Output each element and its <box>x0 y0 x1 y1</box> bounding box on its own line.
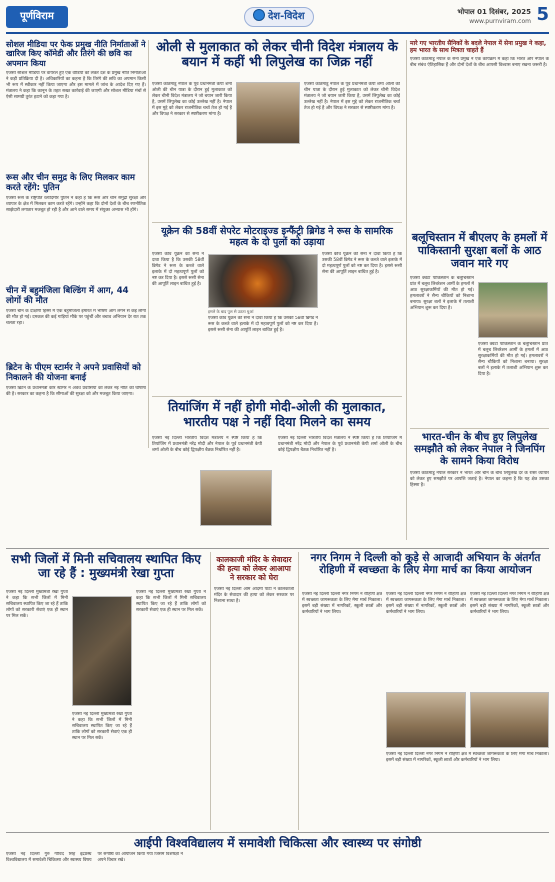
globe-icon <box>253 9 265 21</box>
ukraine-col-a <box>152 252 204 392</box>
bottom3-body: एजेंसी नई दिल्ली दिल्ली नगर निगम ने रोहिणी क्षेत्र में स्वच्छता जागरूकता के लिए मेगा मार्च निकाला। इसमें बड़ी संख्या में नागरिकों, स्कूली छात्रों और कर्मचारियों ने भाग लिया। <box>302 592 382 615</box>
section-divider <box>6 832 549 833</box>
left2-body: एजेंसी रूस के राष्ट्रपति व्लादिमीर पुतिन ने कहा है कि रूस और चीन समुद्री सुरक्षा और व्यापार के क्षेत्र में मिलकर काम करते रहेंगे। उन्होंने कहा कि दोनों देशों के बीच रणनीतिक साझेदारी लगातार मजबूत हो रही है और आने वाले समय में संयुक्त अभ्यास भी होंगे। <box>6 196 146 214</box>
kalkaji-story <box>214 556 294 799</box>
right2-body: एजेंसी काठमांडू नेपाल सरकार ने भारत और चीन के बीच लिपुलेख दर्रे के रास्ते व्यापार को लेकर हुए समझौते पर आपत्ति जताई है। नेपाल का कहना है कि यह क्षेत्र उसका हिस्सा है। <box>410 471 549 489</box>
balochistan-col-b <box>478 342 548 424</box>
explosion-photo <box>208 254 318 308</box>
section-label: देश-विदेश <box>268 11 305 22</box>
right-top-headline[interactable]: मारे गए भारतीय सैनिकों के बदले नेपाल में सेना प्रमुख ने कहा, हम भारत के साथ मित्रता चाहते हैं <box>410 40 547 55</box>
right1-body-cont: एजेंसी क्वेटा पाकिस्तान के बलूचिस्तान प्रांत में बलूच लिबरेशन आर्मी के हमलों में आठ सुरक्षाकर्मियों की मौत हो गई। हमलावरों ने सैन्य चौकियों को निशाना बनाया। सुरक्षा बलों ने इलाके में तलाशी अभियान शुरू कर दिया है। <box>478 342 548 377</box>
center2-body-cont: एजेंसी कीव यूक्रेन की सेना ने दावा किया है कि उसकी 58वीं ब्रिगेड ने रूस के कब्जे वाले इलाके में दो महत्वपूर्ण पुलों को नष्ट कर दिया है। इससे रूसी सेना की आपूर्ति लाइन बाधित हुई है। <box>208 316 318 333</box>
banner-body-columns <box>6 852 549 880</box>
center1-col-b <box>304 82 400 220</box>
bottom3-col-c <box>470 592 549 688</box>
left1-body: एजेंसी सोशल मीडिया पर वायरल हुए एक वीडियो को लेकर देश के प्रमुख नीति निर्माताओं ने कड़ी प्रतिक्रिया दी है। अधिकारियों का कहना है कि तिरंगे की छवि का अपमान किसी भी रूप में स्वीकार नहीं किया जाएगा और इस मामले में जांच के आदेश दिए गए हैं। मंत्रालय ने कहा कि कानून के तहत सख्त कार्रवाई की जाएगी और सोशल मीडिया मंचों से ऐसी सामग्री तुरंत हटाने को कहा गया है। <box>6 71 146 101</box>
rohini-story <box>302 552 549 577</box>
right-top-body: एजेंसी काठमांडू नेपाल के सेना प्रमुख ने एक कार्यक्रम में कहा कि भारत और नेपाल के बीच संबंध ऐतिहासिक हैं और दोनों देशों के बीच आपसी विश्वास बनाए रखना जरूरी है। <box>410 57 549 69</box>
section-divider <box>410 428 549 429</box>
tianjin-col-b <box>278 436 402 544</box>
bottom1-body-cont: एजेंसी नई दिल्ली मुख्यमंत्री रेखा गुप्ता ने कहा कि सभी जिलों में मिनी सचिवालय स्थापित किए जा रहे हैं ताकि लोगों को सरकारी सेवाएं एक ही स्थान पर मिल सकें। <box>72 712 132 741</box>
bottom1-body-more: एजेंसी नई दिल्ली मुख्यमंत्री रेखा गुप्ता ने कहा कि सभी जिलों में मिनी सचिवालय स्थापित किए जा रहे हैं ताकि लोगों को सरकारी सेवाएं एक ही स्थान पर मिल सकें। <box>136 590 206 613</box>
center2-body: एजेंसी कीव यूक्रेन की सेना ने दावा किया है कि उसकी 58वीं ब्रिगेड ने रूस के कब्जे वाले इलाके में दो महत्वपूर्ण पुलों को नष्ट कर दिया है। इससे रूसी सेना की आपूर्ति लाइन बाधित हुई है। <box>152 252 204 287</box>
masthead <box>6 4 549 34</box>
column-divider <box>148 40 149 448</box>
center3-headline[interactable]: तियांजिंग में नहीं होगी मोदी-ओली की मुलाकात, भारतीय पक्ष ने नहीं दिया मिलने का समय <box>168 399 386 429</box>
bottom1-col-b <box>72 712 132 828</box>
army-photo <box>478 282 548 338</box>
bottom3-col-b <box>386 592 466 688</box>
tianjin-story <box>152 400 402 430</box>
center1-body-cont: एजेंसी काठमांडू नेपाल के पूर्व प्रधानमंत्री केपी शर्मा ओली की चीन यात्रा के दौरान हुई मुलाकात को लेकर चीनी विदेश मंत्रालय ने जो बयान जारी किया है, उसमें लिपुलेख का कोई उल्लेख नहीं है। नेपाल में इस मुद्दे को लेकर राजनीतिक चर्चा तेज हो गई है और विपक्ष ने सरकार से स्पष्टीकरण मांगा है। <box>304 82 400 111</box>
right-top-story <box>410 40 549 207</box>
page-number: 5 <box>536 4 549 25</box>
column-divider <box>406 40 407 540</box>
brand-logo: पूर्णविराम <box>6 6 68 28</box>
bottom3-body-more: एजेंसी नई दिल्ली दिल्ली नगर निगम ने रोहिणी क्षेत्र में स्वच्छता जागरूकता के लिए मेगा मार्च निकाला। इसमें बड़ी संख्या में नागरिकों, स्कूली छात्रों और कर्मचारियों ने भाग लिया। <box>470 592 549 615</box>
section-tag <box>244 7 314 27</box>
bottom1-headline[interactable]: सभी जिलों में मिनी सचिवालय स्थापित किए जा रहे हैं : मुख्यमंत्री रेखा गुप्ता <box>11 552 201 581</box>
banner-body: एजेंसी नई दिल्ली गुरु गोविंद सिंह इंद्रप्रस्थ विश्वविद्यालय में समावेशी चिकित्सा और स्वास्थ्य विषय पर संगोष्ठी का आयोजन किया गया जिसमें विशेषज्ञों ने अपने विचार रखे। <box>6 852 183 863</box>
bottom1-body: एजेंसी नई दिल्ली मुख्यमंत्री रेखा गुप्ता ने कहा कि सभी जिलों में मिनी सचिवालय स्थापित किए जा रहे हैं ताकि लोगों को सरकारी सेवाएं एक ही स्थान पर मिल सकें। <box>6 590 68 619</box>
march-photo-2 <box>470 692 549 748</box>
banner-headline[interactable]: आईपी विश्वविद्यालय में समावेशी चिकित्सा और स्वास्थ्य पर संगोष्ठी <box>133 836 422 850</box>
ukraine-col-b <box>208 316 318 392</box>
left2-headline[interactable]: रूस और चीन समुद्र के लिए मिलकर काम करते रहेंगे: पुतिन <box>6 173 135 194</box>
center1-body: एजेंसी काठमांडू नेपाल के पूर्व प्रधानमंत्री केपी शर्मा ओली की चीन यात्रा के दौरान हुई मुलाकात को लेकर चीनी विदेश मंत्रालय ने जो बयान जारी किया है, उसमें लिपुलेख का कोई उल्लेख नहीं है। नेपाल में इस मुद्दे को लेकर राजनीतिक चर्चा तेज हो गई है और विपक्ष ने सरकार से स्पष्टीकरण मांगा है। <box>152 82 232 117</box>
balochistan-story <box>410 232 549 271</box>
bottom3-headline[interactable]: नगर निगम ने दिल्ली को कूड़े से आजादी अभियान के अंतर्गत रोहिणी में स्वच्छता के लिए मेगा मार्च का किया आयोजन <box>310 552 541 577</box>
left3-body: एजेंसी चीन के दक्षिणी हिस्से में एक बहुमंजिला इमारत में भीषण आग लगने से कई लोगों की मौत हो गई। दमकल की कई गाड़ियां मौके पर पहुंचीं और बचाव अभियान देर रात तक चलता रहा। <box>6 309 146 327</box>
center3-body-cont: एजेंसी नई दिल्ली भारतीय विदेश मंत्रालय ने स्पष्ट किया है कि तियांजिंग में प्रधानमंत्री नरेंद्र मोदी और नेपाल के पूर्व प्रधानमंत्री केपी शर्मा ओली के बीच कोई द्विपक्षीय बैठक निर्धारित नहीं है। <box>278 436 402 453</box>
mini-secretariat-story <box>6 552 206 580</box>
left3-headline[interactable]: चीन में बहुमंजिला बिल्डिंग में आग, 44 लोगों की मौत <box>6 286 129 307</box>
right1-headline[interactable]: बलूचिस्तान में बीएलए के हमलों में पाकिस्तानी सुरक्षा बलों के आठ जवान मारे गए <box>411 231 548 270</box>
center1-col-a <box>152 82 232 220</box>
center-top-story <box>152 40 402 71</box>
explosion-caption: हमले के बाद पुल से उठता धुआं <box>208 309 254 314</box>
bottom1-col-c <box>136 590 206 828</box>
dateline: भोपाल 01 दिसंबर, 2025 <box>457 8 531 16</box>
bottom3-col-d <box>386 752 549 828</box>
section-divider <box>6 548 549 549</box>
section-divider <box>152 222 402 223</box>
bottom2-body: एजेंसी नई दिल्ली आम आदमी पार्टी ने कालकाजी मंदिर के सेवादार की हत्या को लेकर सरकार पर निशाना साधा है। <box>214 586 294 604</box>
center3-body: एजेंसी नई दिल्ली भारतीय विदेश मंत्रालय ने स्पष्ट किया है कि तियांजिंग में प्रधानमंत्री नरेंद्र मोदी और नेपाल के पूर्व प्रधानमंत्री केपी शर्मा ओली के बीच कोई द्विपक्षीय बैठक निर्धारित नहीं है। <box>152 436 262 453</box>
left1-headline[interactable]: सोशल मीडिया पर फेक प्रमुख नीति निर्माताओं ने खारिज किए कॉमेडी और तिरंगे की छवि का अपमान किया <box>6 40 146 68</box>
lipulekh-story <box>410 432 549 531</box>
right2-headline[interactable]: भारत-चीन के बीच हुए लिपुलेख समझौते को लेकर नेपाल ने जिनपिंग के सामने किया विरोध <box>414 432 545 467</box>
left4-body: एजेंसी ब्रिटेन के प्रधानमंत्री कीर स्टार्मर ने अवैध प्रवासियों को लेकर नई नीति की घोषणा की है। सरकार का कहना है कि सीमाओं की सुरक्षा को और मजबूत किया जाएगा। <box>6 386 146 398</box>
bottom3-body-cont: एजेंसी नई दिल्ली दिल्ली नगर निगम ने रोहिणी क्षेत्र में स्वच्छता जागरूकता के लिए मेगा मार्च निकाला। इसमें बड़ी संख्या में नागरिकों, स्कूली छात्रों और कर्मचारियों ने भाग लिया। <box>386 592 466 615</box>
column-divider <box>298 552 299 830</box>
balochistan-col-a <box>410 276 474 424</box>
center1-headline[interactable]: ओली से मुलाकात को लेकर चीनी विदेश मंत्रालय के बयान में कहीं भी लिपुलेख का जिक्र नहीं <box>156 40 398 71</box>
right1-body: एजेंसी क्वेटा पाकिस्तान के बलूचिस्तान प्रांत में बलूच लिबरेशन आर्मी के हमलों में आठ सुरक्षाकर्मियों की मौत हो गई। हमलावरों ने सैन्य चौकियों को निशाना बनाया। सुरक्षा बलों ने इलाके में तलाशी अभियान शुरू कर दिया है। <box>410 276 474 311</box>
center2-headline[interactable]: यूक्रेन की 58वीं सेपरेट मोटराइज्ड इन्फैंट्री ब्रिगेड ने रूस के सामरिक महत्व के दो पुलों को उड़ाया <box>161 226 393 249</box>
left4-headline[interactable]: ब्रिटेन के पीएम स्टार्मर ने अपने प्रवासियों को निकालने की योजना बनाई <box>6 363 141 384</box>
bottom2-headline[interactable]: कालकाजी मंदिर के सेवादार की हत्या को लेकर आआपा ने सरकार को घेरा <box>216 555 292 582</box>
leaders-photo <box>236 82 300 144</box>
march-photo-1 <box>386 692 466 748</box>
center2-body-more: एजेंसी कीव यूक्रेन की सेना ने दावा किया है कि उसकी 58वीं ब्रिगेड ने रूस के कब्जे वाले इलाके में दो महत्वपूर्ण पुलों को नष्ट कर दिया है। इससे रूसी सेना की आपूर्ति लाइन बाधित हुई है। <box>322 252 402 275</box>
left-column <box>6 40 146 448</box>
bottom3-col-a <box>302 592 382 830</box>
website-link[interactable]: www.purnviram.com <box>469 18 531 25</box>
ukraine-story <box>152 226 402 248</box>
cm-photo <box>72 596 132 706</box>
bottom1-col-a <box>6 590 68 828</box>
bottom3-body-end: एजेंसी नई दिल्ली दिल्ली नगर निगम ने रोहिणी क्षेत्र में स्वच्छता जागरूकता के लिए मेगा मार्च निकाला। इसमें बड़ी संख्या में नागरिकों, स्कूली छात्रों और कर्मचारियों ने भाग लिया। <box>386 752 549 763</box>
column-divider <box>210 552 211 830</box>
section-divider <box>152 396 402 397</box>
meeting-photo <box>200 470 272 526</box>
ukraine-col-c <box>322 252 402 392</box>
